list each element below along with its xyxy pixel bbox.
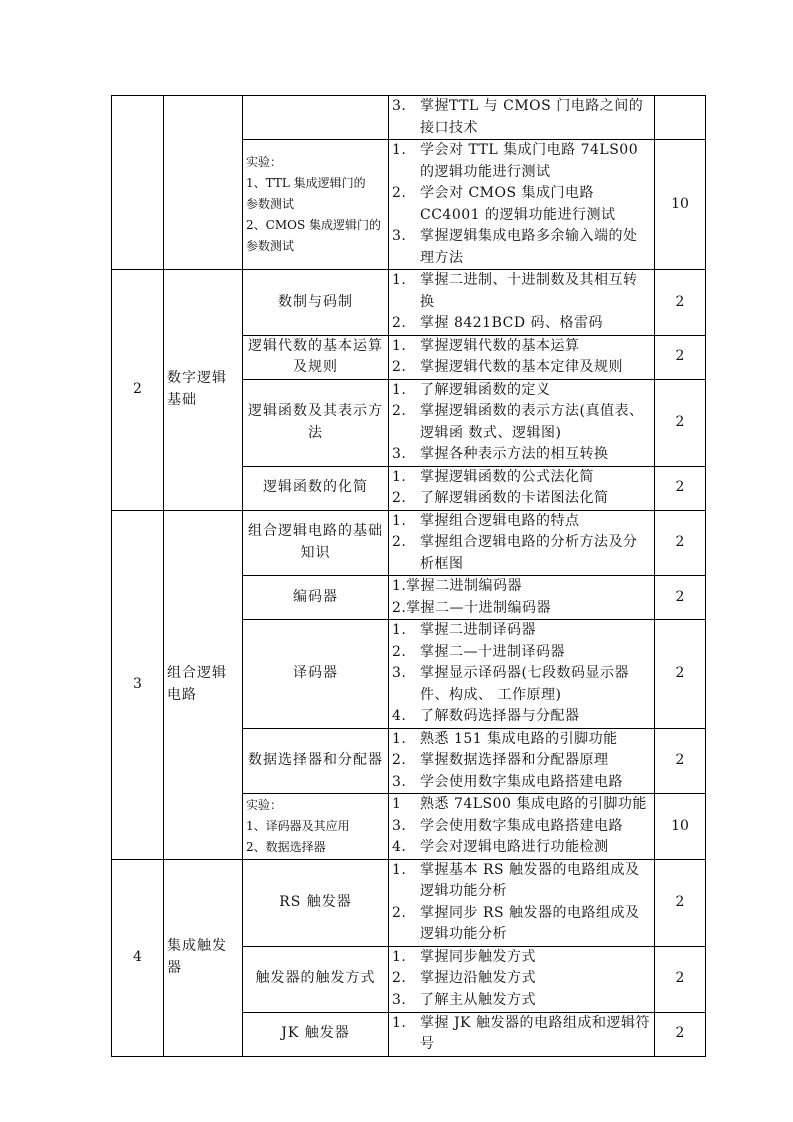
objectives-cell <box>389 946 655 1012</box>
objective-text: 学会对 TTL 集成门电路 74LS00 的逻辑功能进行测试 <box>420 142 639 180</box>
objective-number: 3. <box>392 446 407 462</box>
objective-number: 1. <box>392 337 407 354</box>
objective-number: 2. <box>392 904 407 921</box>
objective-number: 2. <box>392 185 407 201</box>
objective-number: 2. <box>392 490 407 506</box>
objective-number: 3. <box>392 665 407 681</box>
table-row <box>112 270 706 336</box>
objective-text: 掌握TTL 与 CMOS 门电路之间的接口技术 <box>420 98 644 136</box>
objective-item <box>392 336 651 358</box>
objective-number: 4. <box>392 708 407 724</box>
objective-item <box>392 968 651 990</box>
objective-number: 2. <box>392 359 407 375</box>
hours-cell <box>655 96 706 140</box>
objective-text: 了解逻辑函数的卡诺图法化简 <box>420 490 609 506</box>
objectives-cell <box>389 510 655 576</box>
objective-text: 学会对 CMOS 集成门电路 CC4001 的逻辑功能进行测试 <box>420 185 616 223</box>
objective-text: 学会对逻辑电路进行功能检测 <box>420 839 609 855</box>
topic-cell: 组合逻辑电路的基础知识 <box>243 510 389 576</box>
chapter-name-cell: 组合逻辑电路 <box>164 510 243 859</box>
objective-text: 掌握逻辑代数的基本定律及规则 <box>420 359 623 375</box>
objective-item <box>392 750 651 772</box>
hours-cell: 2 <box>655 466 706 510</box>
objective-item <box>392 96 651 139</box>
objectives-cell <box>389 96 655 140</box>
objective-text: 学会使用数字集成电路搭建电路 <box>420 817 623 834</box>
objectives-cell <box>389 270 655 336</box>
topic-cell: 译码器 <box>243 620 389 729</box>
objective-number: 3. <box>392 817 407 834</box>
hours-cell: 2 <box>655 379 706 466</box>
objectives-cell <box>389 859 655 946</box>
objective-text: 掌握 JK 触发器的电路组成和逻辑符号 <box>420 1014 650 1052</box>
topic-cell: 数制与码制 <box>243 270 389 336</box>
objective-text: 掌握二进制、十进制数及其相互转换 <box>420 272 638 310</box>
objective-text: 掌握显示译码器(七段数码显示器件、构成、 工作原理) <box>420 665 629 703</box>
objective-item <box>392 706 651 728</box>
objectives-cell <box>389 466 655 510</box>
objective-item <box>392 860 651 903</box>
objective-item <box>392 576 651 598</box>
objective-text: 掌握逻辑集成电路多余输入端的处理方法 <box>420 228 638 266</box>
objective-item <box>392 226 651 269</box>
hours-cell: 2 <box>655 270 706 336</box>
objective-text: 掌握边沿触发方式 <box>420 970 536 987</box>
objective-text: 熟悉 74LS00 集成电路的引脚功能 <box>420 796 647 812</box>
objective-number: 1. <box>392 512 407 529</box>
objective-item <box>392 270 651 313</box>
objective-number: 1. <box>392 381 407 398</box>
objective-number: 1. <box>392 622 407 638</box>
topic-cell: 编码器 <box>243 576 389 620</box>
topic-cell: 逻辑代数的基本运算及规则 <box>243 335 389 379</box>
topic-line: 1、译码器及其应用 <box>246 818 350 833</box>
objective-text: 掌握逻辑代数的基本运算 <box>420 337 580 354</box>
objective-text: 掌握同步触发方式 <box>420 948 536 965</box>
objective-item <box>392 620 651 642</box>
objective-number: 1 <box>392 796 402 812</box>
hours-cell: 2 <box>655 620 706 729</box>
objective-text: 掌握组合逻辑电路的特点 <box>420 512 580 529</box>
objective-text: 掌握基本 RS 触发器的电路组成及逻辑功能分析 <box>420 861 640 899</box>
hours-cell: 2 <box>655 859 706 946</box>
objective-item <box>392 903 651 946</box>
topic-line: 2、数据选择器 <box>246 839 326 854</box>
objective-item <box>392 313 651 335</box>
objective-item <box>392 837 651 859</box>
objective-item <box>392 772 651 794</box>
hours-cell: 2 <box>655 946 706 1012</box>
chapter-number-cell: 3 <box>112 510 164 859</box>
topic-line: 参数测试 <box>246 239 295 253</box>
topic-line: 参数测试 <box>246 197 295 211</box>
hours-cell: 2 <box>655 728 706 794</box>
objective-number: 3. <box>392 228 407 244</box>
hours-cell: 10 <box>655 794 706 860</box>
objective-item <box>392 511 651 533</box>
objective-item <box>392 642 651 664</box>
objective-text: 了解主从触发方式 <box>420 991 536 1008</box>
objective-text: 了解数码选择器与分配器 <box>420 708 580 724</box>
chapter-name-cell: 集成触发器 <box>164 859 243 1056</box>
objective-item <box>392 947 651 969</box>
objective-text: 掌握二进制编码器 <box>406 578 522 594</box>
objective-text: 掌握数据选择器和分配器原理 <box>420 752 609 768</box>
objective-number: 1. <box>392 272 407 288</box>
chapter-name-cell <box>164 96 243 270</box>
topic-cell: 逻辑函数及其表示方法 <box>243 379 389 466</box>
objective-item <box>392 183 651 226</box>
objective-item <box>392 729 651 751</box>
objective-text: 掌握组合逻辑电路的分析方法及分析框图 <box>420 534 638 572</box>
objective-item <box>392 380 651 402</box>
chapter-name-cell: 数字逻辑基础 <box>164 270 243 511</box>
objective-number: 2. <box>392 643 407 660</box>
table-row <box>112 859 706 946</box>
objective-text: 掌握二—十进制编码器 <box>406 599 551 616</box>
topic-line: 1、TTL 集成逻辑门的 <box>246 176 366 190</box>
hours-cell: 2 <box>655 1012 706 1056</box>
chapter-number-cell: 4 <box>112 859 164 1056</box>
topic-cell: 逻辑函数的化简 <box>243 466 389 510</box>
objective-number: 1. <box>392 142 407 158</box>
hours-cell: 10 <box>655 140 706 270</box>
topic-line: 实验： <box>246 797 283 812</box>
objective-number: 2. <box>392 970 407 987</box>
objective-text: 了解逻辑函数的定义 <box>420 381 551 398</box>
objective-number: 3. <box>392 991 407 1008</box>
objective-number: 2. <box>392 599 407 616</box>
objective-text: 掌握二进制译码器 <box>420 622 536 638</box>
objective-number: 2. <box>392 315 407 331</box>
objective-text: 掌握二—十进制译码器 <box>420 643 565 660</box>
chapter-number-cell: 2 <box>112 270 164 511</box>
objectives-cell <box>389 576 655 620</box>
objective-text: 掌握同步 RS 触发器的电路组成及逻辑功能分析 <box>420 904 640 942</box>
topic-cell <box>243 96 389 140</box>
objective-item <box>392 401 651 444</box>
objective-number: 1. <box>392 948 407 965</box>
objectives-cell <box>389 140 655 270</box>
table-row <box>112 96 706 140</box>
objectives-cell <box>389 335 655 379</box>
topic-cell: JK 触发器 <box>243 1012 389 1056</box>
objectives-cell <box>389 379 655 466</box>
objective-item <box>392 990 651 1012</box>
objective-item <box>392 1013 651 1056</box>
topic-line: 2、CMOS 集成逻辑门的 <box>246 218 381 232</box>
chapter-number-cell <box>112 96 164 270</box>
objective-item <box>392 816 651 838</box>
objectives-cell <box>389 1012 655 1056</box>
objective-number: 3. <box>392 98 407 114</box>
topic-cell: RS 触发器 <box>243 859 389 946</box>
objective-number: 3. <box>392 773 407 790</box>
objective-item <box>392 532 651 575</box>
objective-number: 1. <box>392 861 407 878</box>
objective-number: 1. <box>392 468 407 485</box>
objective-text: 掌握各种表示方法的相互转换 <box>420 446 609 462</box>
objective-item <box>392 488 651 510</box>
objective-number: 4. <box>392 839 407 855</box>
objective-text: 熟悉 151 集成电路的引脚功能 <box>420 730 618 747</box>
objective-item <box>392 140 651 183</box>
objective-text: 掌握 8421BCD 码、格雷码 <box>420 315 604 331</box>
objectives-cell <box>389 728 655 794</box>
hours-cell: 2 <box>655 576 706 620</box>
objectives-cell <box>389 794 655 860</box>
topic-line: 实验： <box>246 155 283 169</box>
topic-cell <box>243 140 389 270</box>
hours-cell: 2 <box>655 335 706 379</box>
objective-text: 学会使用数字集成电路搭建电路 <box>420 773 623 790</box>
objective-number: 1. <box>392 578 407 594</box>
objective-number: 2. <box>392 752 407 768</box>
hours-cell: 2 <box>655 510 706 576</box>
objective-item <box>392 444 651 466</box>
objective-text: 掌握逻辑函数的表示方法(真值表、逻辑函 数式、逻辑图) <box>420 403 644 441</box>
objectives-cell <box>389 620 655 729</box>
topic-cell: 数据选择器和分配器 <box>243 728 389 794</box>
objective-item <box>392 794 651 816</box>
objective-item <box>392 663 651 706</box>
objective-number: 2. <box>392 403 407 419</box>
syllabus-table <box>111 95 706 1057</box>
objective-item <box>392 357 651 379</box>
objective-number: 1. <box>392 730 407 747</box>
table-row <box>112 510 706 576</box>
objective-text: 掌握逻辑函数的公式法化简 <box>420 468 594 485</box>
objective-number: 2. <box>392 534 407 550</box>
objective-item <box>392 598 651 620</box>
topic-cell <box>243 794 389 860</box>
topic-cell: 触发器的触发方式 <box>243 946 389 1012</box>
objective-number: 1. <box>392 1014 407 1031</box>
objective-item <box>392 467 651 489</box>
